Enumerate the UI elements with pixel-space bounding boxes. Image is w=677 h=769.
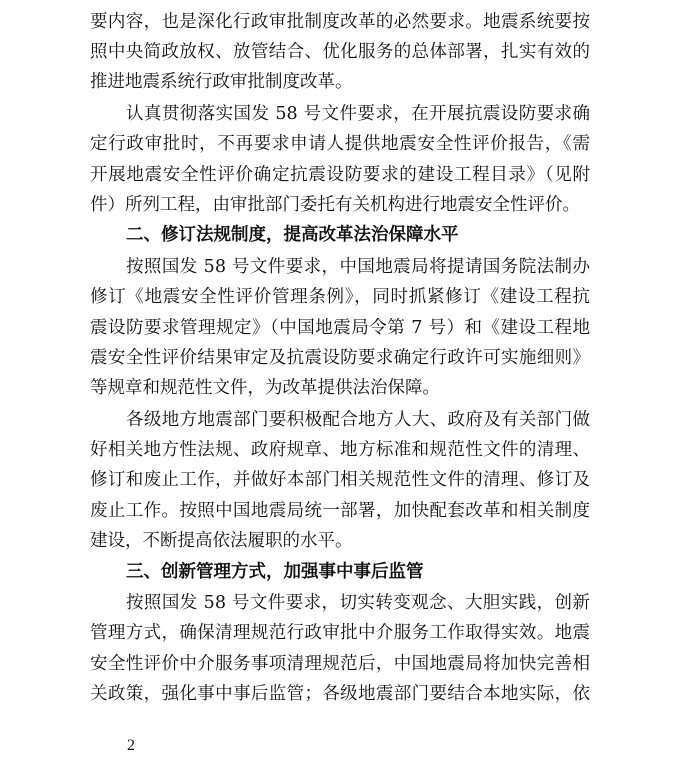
text-line-20: 按照国发 58 号文件要求，切实转变观念、大胆实践，创新 bbox=[126, 593, 590, 613]
text-line-7: 件）所列工程，由审批部门委托有关机构进行地震安全性评价。 bbox=[90, 195, 580, 215]
text-line-10: 修订《地震安全性评价管理条例》，同时抓紧修订《建设工程抗 bbox=[90, 287, 590, 307]
text-line-15: 好相关地方性法规、政府规章、地方标准和规范性文件的清理、 bbox=[90, 440, 590, 460]
text-line-11: 震设防要求管理规定》（中国地震局令第 7 号）和《建设工程地 bbox=[90, 318, 590, 338]
text-line-18: 建设，不断提高依法履职的水平。 bbox=[90, 531, 353, 551]
section-heading-3: 三、创新管理方式，加强事中事后监管 bbox=[126, 562, 424, 582]
text-line-1: 要内容，也是深化行政审批制度改革的必然要求。地震系统要按 bbox=[90, 12, 590, 32]
text-line-13: 等规章和规范性文件，为改革提供法治保障。 bbox=[90, 378, 440, 398]
text-line-9: 按照国发 58 号文件要求，中国地震局将提请国务院法制办 bbox=[126, 257, 590, 277]
text-line-16: 修订和废止工作，并做好本部门相关规范性文件的清理、修订及 bbox=[90, 470, 590, 490]
text-line-6: 开展地震安全性评价确定抗震设防要求的建设工程目录》（见附 bbox=[90, 165, 590, 185]
text-line-17: 废止工作。按照中国地震局统一部署，加快配套改革和相关制度 bbox=[90, 501, 590, 521]
text-line-12: 震安全性评价结果审定及抗震设防要求确定行政许可实施细则》 bbox=[90, 348, 590, 368]
text-line-5: 定行政审批时，不再要求申请人提供地震安全性评价报告，《需 bbox=[90, 134, 590, 154]
page-number: 2 bbox=[127, 737, 135, 754]
text-line-22: 安全性评价中介服务事项清理规范后，中国地震局将加快完善相 bbox=[90, 654, 590, 674]
text-line-3: 推进地震系统行政审批制度改革。 bbox=[90, 72, 353, 92]
text-line-2: 照中央简政放权、放管结合、优化服务的总体部署，扎实有效的 bbox=[90, 42, 590, 62]
text-line-23: 关政策，强化事中事后监管；各级地震部门要结合本地实际，依 bbox=[90, 684, 590, 704]
section-heading-2: 二、修订法规制度，提高改革法治保障水平 bbox=[126, 225, 459, 245]
text-line-21: 管理方式，确保清理规范行政审批中介服务工作取得实效。地震 bbox=[90, 623, 590, 643]
text-line-14: 各级地方地震部门要积极配合地方人大、政府及有关部门做 bbox=[126, 410, 590, 430]
text-line-4: 认真贯彻落实国发 58 号文件要求，在开展抗震设防要求确 bbox=[126, 104, 590, 124]
